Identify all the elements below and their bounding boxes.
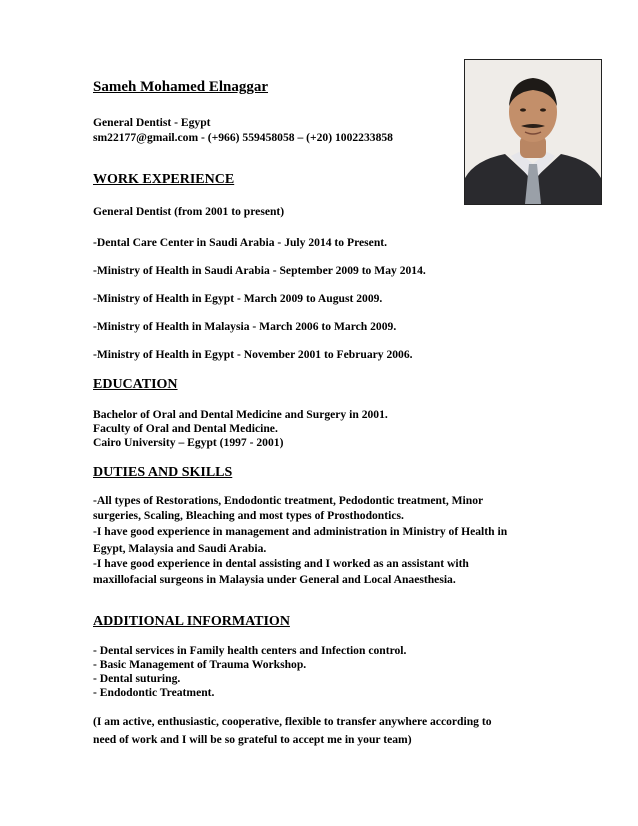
duties-heading: DUTIES AND SKILLS xyxy=(93,465,233,480)
duties-line: maxillofacial surgeons in Malaysia under General and Local Anaesthesia. xyxy=(93,573,456,586)
additional-item: - Dental services in Family health centers and Infection control. xyxy=(93,644,407,657)
education-line: Bachelor of Oral and Dental Medicine and Surgery in 2001. xyxy=(93,408,388,421)
candidate-subtitle: General Dentist - Egypt xyxy=(93,116,211,129)
work-item: -Ministry of Health in Egypt - November 2001 to February 2006. xyxy=(93,348,413,361)
work-item: -Dental Care Center in Saudi Arabia - July 2014 to Present. xyxy=(93,236,388,249)
duties-line: Egypt, Malaysia and Saudi Arabia. xyxy=(93,542,267,555)
closing-statement-line: (I am active, enthusiastic, cooperative, flexible to transfer anywhere according to xyxy=(93,715,492,728)
work-item: -Ministry of Health in Egypt - March 2009 to August 2009. xyxy=(93,292,383,305)
work-item: -Ministry of Health in Saudi Arabia - September 2009 to May 2014. xyxy=(93,264,426,277)
duties-line: surgeries, Scaling, Bleaching and most types of Prosthodontics. xyxy=(93,509,404,522)
contact-info: sm22177@gmail.com - (+966) 559458058 – (+20) 1002233858 xyxy=(93,131,393,144)
additional-info-heading: ADDITIONAL INFORMATION xyxy=(93,614,290,629)
duties-line: -All types of Restorations, Endodontic treatment, Pedodontic treatment, Minor xyxy=(93,494,484,507)
candidate-name: Sameh Mohamed Elnaggar xyxy=(93,79,269,95)
work-role: General Dentist (from 2001 to present) xyxy=(93,205,285,218)
additional-item: - Dental suturing. xyxy=(93,672,181,685)
education-line: Cairo University – Egypt (1997 - 2001) xyxy=(93,436,284,449)
work-experience-heading: WORK EXPERIENCE xyxy=(93,172,235,187)
additional-item: - Basic Management of Trauma Workshop. xyxy=(93,658,307,671)
education-line: Faculty of Oral and Dental Medicine. xyxy=(93,422,278,435)
education-heading: EDUCATION xyxy=(93,377,178,392)
duties-line: -I have good experience in management and administration in Ministry of Health in xyxy=(93,525,508,538)
work-item: -Ministry of Health in Malaysia - March 2006 to March 2009. xyxy=(93,320,397,333)
additional-item: - Endodontic Treatment. xyxy=(93,686,215,699)
closing-statement-line: need of work and I will be so grateful to accept me in your team) xyxy=(93,733,412,746)
duties-line: -I have good experience in dental assisting and I worked as an assistant with xyxy=(93,557,469,570)
profile-photo xyxy=(464,59,602,205)
